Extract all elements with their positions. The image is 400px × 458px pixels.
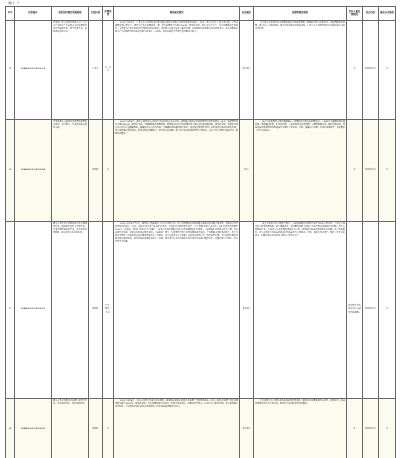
complaint-code: D5BA04202108020063	[15, 399, 52, 458]
header-cell: 是否办结	[363, 7, 379, 21]
row-number: 17	[6, 222, 15, 399]
table-row	[6, 21, 396, 120]
issue-type: 水	[103, 120, 114, 222]
region: 播州区	[89, 120, 103, 222]
complaint-issue: 遵义市某区某小区附近采石场长期违规开采，爆破噪声和粉尘污染严重，开采区域植被破坏严重，存在地质灾害隐患，周边群众多次反映无果。	[52, 222, 89, 399]
verified-status: 基本属实	[240, 222, 254, 399]
handling-text	[254, 222, 347, 399]
complaint-code: D5BA04202108020098	[15, 120, 52, 222]
investigation-text	[114, 222, 240, 399]
acceptance-status: 无	[379, 120, 396, 222]
row-number: 18	[6, 399, 15, 458]
complaint-code: D5BA04202108020051	[15, 222, 52, 399]
header-cell: 处理和整改情况	[254, 7, 347, 21]
acceptance-status: 无	[379, 222, 396, 399]
header-cell: 是否属实	[240, 7, 254, 21]
region: 播州区	[89, 399, 103, 458]
verified-status: 属实	[240, 120, 254, 222]
handling-paragraph: 责令运营单位立即对老化设备进行检修更换，确保污水处理设施稳定运行、达标排放；依法对超标排放行为立案查处；组织对下游河段开展清淤整治。	[255, 399, 345, 405]
closed-status: 阶段性办结	[363, 222, 379, 399]
accountability: 无	[347, 21, 363, 120]
region: 仁怀市	[89, 21, 103, 120]
table-row	[6, 120, 396, 222]
handling-paragraph: 责令该公司加强对污水处理设施的日常运行管理，确保废水稳定达标排放；加强酒糟堆放管理，落实防尘、除味措施，减少异味对周边居民的影响。仁怀市生态环境局将持续加强对该公司的日常监管。	[255, 21, 345, 30]
complaint-code: D5BA04202108020014	[15, 21, 52, 120]
handling-paragraph: 一是责令该养殖场立即封堵渗漏点，清理场外沟渠内的养殖废水；二是完善干粪棚防雨防渗设施，规范粪污收集、贮存和利用；三是加强场区日常管理，定期喷洒除臭剂，减轻异味影响；四是依法对该养殖场环境违法行为进行立案查处。目前，渗漏点已封堵，沟渠已清理完毕，其余整改工作正在推进中。	[255, 120, 345, 132]
investigation-paragraph: 2021年8月3日，仁怀市生态环境局会同茅台镇人民政府对该公司进行现场调查核实。经查，该公司位于仁怀市茅台镇，主要从事酱香型白酒生产，建有生产废水处理设施一套，设计处理能力为每天200吨。现场检查时，该公司正在生产，污水处理设施正常运行，未发现生产废水直接排放至附近河流的情况。经对该公司废水总排口取样监测，各项指标均达到相关排放标准要求。该公司酿造过程中产生的酒糟气味对周边居民生活造成一定影响，群众反映废气污染严重问题部分属实。	[115, 21, 238, 33]
table-row	[6, 399, 396, 458]
header-cell: 调查核实情况	[114, 7, 240, 21]
table-header-row	[6, 7, 396, 21]
header-cell: 责任人被处理情况	[347, 7, 363, 21]
handling-text	[254, 120, 347, 222]
closed-status: 阶段性办结	[363, 21, 379, 120]
investigation-paragraph: 2021年8月3日至5日，播州区自然资源局、区生态环境分局、区应急管理局会同属地镇人民政府组成联合调查组，对该采石场开展现场调查核实。经查，该采石场持有合法采矿许可证，开采矿种为建筑用石灰岩，生产规模为每年10万吨，采矿许可证有效期至2023年。经调查，该采石场存在以下问题：一是部分开采区域超出采矿许可证载明的矿区范围；二是爆破作业时间安排不合理，存在夜间作业情况，对周边居民造成噪声影响；三是破碎、筛分、装卸等环节粉尘收集处理设施不完善，厂区道路未及时洒水降尘，粉尘污染较为明显；四是采场边坡治理及植被恢复工作滞后，部分边坡存在安全隐患。经对周边环境空气、噪声进行监测，部分时段监测结果超出相关标准限值。群众反映的问题基本属实。此前，相关部门已多次对该采石场开展检查并提出整改要求，但整改落实不到位，存在监管不力问题。	[115, 222, 238, 244]
investigation-text	[114, 21, 240, 120]
complaint-table	[5, 6, 396, 458]
accountability: 对监管不力的相关责任人进行约谈提醒。	[347, 222, 363, 399]
issue-type: 大气、噪声、生态	[103, 222, 114, 399]
acceptance-status: 无	[379, 21, 396, 120]
issue-type: 水	[103, 399, 114, 458]
header-cell: 投诉编号	[15, 7, 52, 21]
header-cell: 问题类型	[103, 7, 114, 21]
accountability: 无	[347, 120, 363, 222]
investigation-text	[114, 399, 240, 458]
row-number: 15	[6, 21, 15, 120]
header-cell: 群众认可情况	[379, 7, 396, 21]
continued-label: （续十一）	[6, 1, 22, 5]
header-cell: 行政区划	[89, 7, 103, 21]
closed-status: 阶段性办结	[363, 399, 379, 458]
investigation-paragraph: 2021年8月4日，县生态环境分局会同县住建局、属地镇人民政府对该污水处理厂开展现场调查。经查，该污水处理厂设计处理规模为每天1000吨，现场检查时，污水处理设施正在运行，但部分设备老化，处理效果不稳定。经对出水口取样监测，部分指标超出排放标准。下游河段局部水体存在发黑现象。群众反映的问题部分属实。	[115, 399, 238, 408]
region: 播州区	[89, 222, 103, 399]
table-row	[6, 222, 396, 399]
acceptance-status: 无	[379, 399, 396, 458]
verified-status: 部分属实	[240, 399, 254, 458]
handling-paragraph: 一是责令该采石场立即停产整改；二是对超越矿区范围开采行为依法立案查处；三是责令完善粉尘收集处理设施，落实道路洒水、物料覆盖等降尘措施；四是严格控制爆破作业时间，禁止夜间爆破作业；五是制定边坡治理和植被恢复方案，限期完成地质灾害隐患排查治理。区自然资源局、区生态环境分局依法对该采石场违法行为立案调查。目前，该采石场已停产，整改工作正在推进中，待整改完成并经验收合格后方可恢复生产。	[255, 222, 345, 237]
complaint-issue: 贵州省遵义市播州区某养殖场养殖废水直排，臭气熏天，严重影响周边群众生活。	[52, 120, 89, 222]
investigation-text	[114, 120, 240, 222]
issue-type: 水、大气	[103, 21, 114, 120]
complaint-issue: 贵州省仁怀市某酒业有限公司工厂在生产过程中产生的废水未经处理直接排放至附近河流，废气污染严重，影响周边居民生活。	[52, 21, 89, 120]
complaint-issue: 遵义市某县某镇污水处理厂运行不正常，污水直排河流，河水发黑发臭。	[52, 399, 89, 458]
verified-status: 部分属实	[240, 21, 254, 120]
closed-status: 阶段性办结	[363, 120, 379, 222]
handling-text	[254, 399, 347, 458]
handling-text	[254, 21, 347, 120]
accountability: 无	[347, 399, 363, 458]
row-number: 16	[6, 120, 15, 222]
header-cell: 投诉的问题及所属地域	[52, 7, 89, 21]
header-cell: 序号	[6, 7, 15, 21]
investigation-paragraph: 2021年8月3日，遵义市播州区生态环境分局会同区农业农村局、属地镇人民政府对该养殖场开展现场调查。经查，该养殖场存栏生猪约600头，建有沼气池、干粪棚等粪污处理设施，养殖废水经沼气池处理后用于周边农田及林地消纳。现场检查时，发现沼气池出水口存在少量渗漏现象，渗漏废水流入场外沟渠；干粪棚防雨防渗措施不完善，场区周边有明显异味。经对场外沟渠水体取样监测，部分指标超出相关标准。群众反映的问题属实。针对存在的问题，该分局已依法对该养殖场立案调查，并责令其立即停止违法行为，限期完成整改。	[115, 120, 238, 135]
